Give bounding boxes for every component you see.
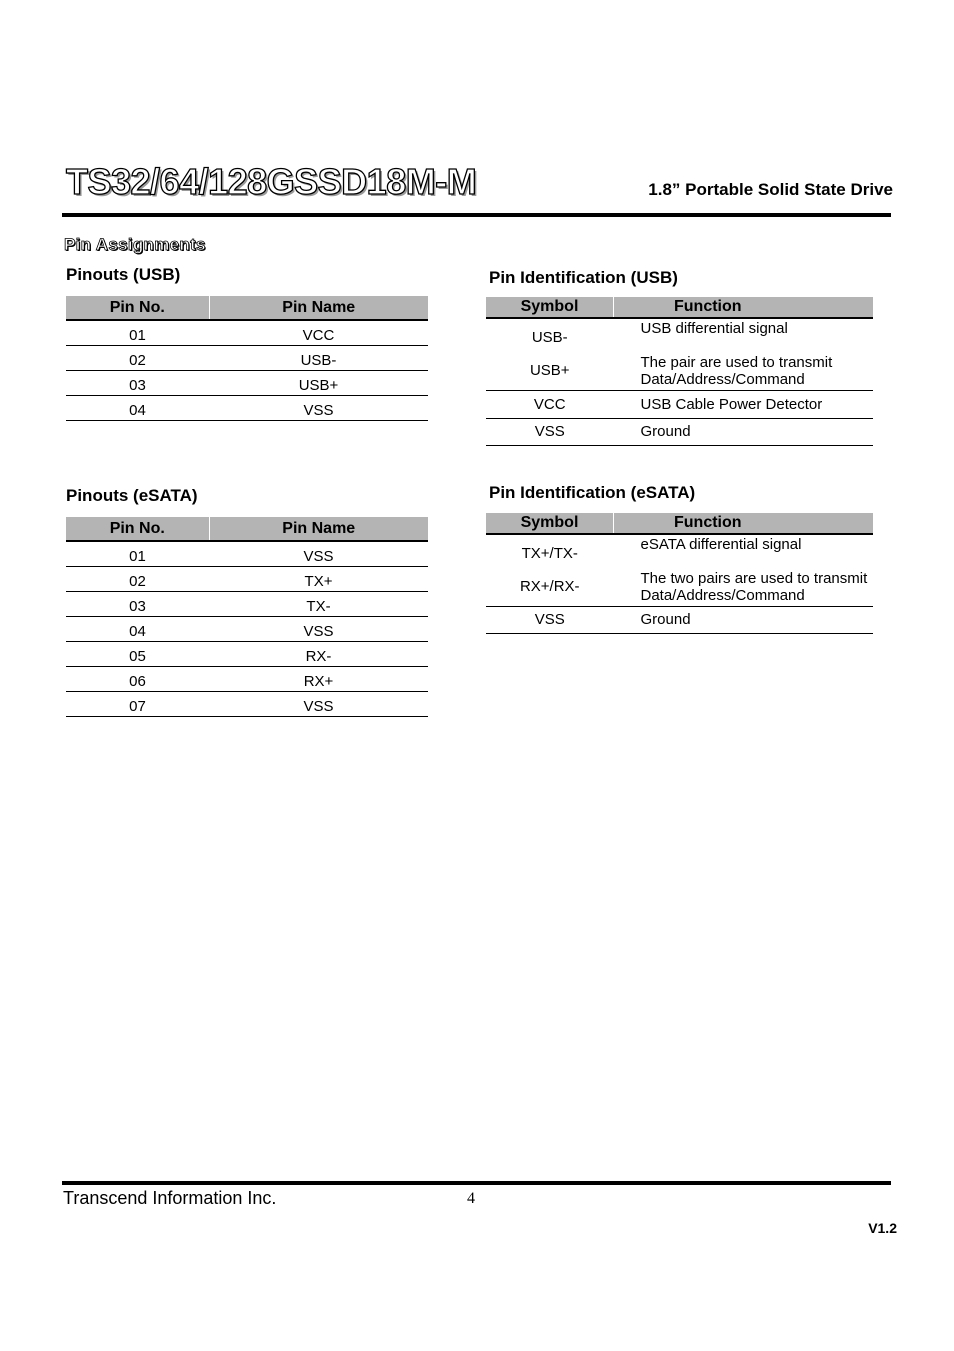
pin-no-cell: 01 (66, 541, 209, 567)
pinouts-esata-heading: Pinouts (eSATA) (66, 486, 198, 505)
table-row (486, 390, 873, 418)
symbol-cell: USB+ (486, 352, 614, 390)
pinouts-esata-table (66, 517, 428, 717)
version-label: V1.2 (868, 1220, 897, 1236)
symbol-cell: VSS (486, 418, 614, 445)
pin-name-cell: TX- (209, 592, 428, 617)
table-row (66, 667, 428, 692)
pin-identification-esata-heading: Pin Identification (eSATA) (489, 483, 696, 502)
pin-name-cell: VSS (209, 692, 428, 717)
pin-name-cell: VSS (209, 617, 428, 642)
column-header-function: Function (614, 513, 874, 534)
table-row (66, 617, 428, 642)
table-row (66, 592, 428, 617)
table-row (66, 320, 428, 346)
function-cell: Ground (614, 606, 874, 633)
column-header-pin-name: Pin Name (209, 296, 428, 320)
pin-identification-usb-table (486, 297, 873, 446)
pin-name-cell: TX+ (209, 567, 428, 592)
pin-no-cell: 02 (66, 346, 209, 371)
function-cell: The two pairs are used to transmit Data/Address/Command (614, 568, 874, 606)
column-header-symbol: Symbol (486, 297, 614, 318)
document-subtitle: 1.8” Portable Solid State Drive (648, 180, 893, 199)
pin-name-cell: VSS (209, 396, 428, 421)
pinouts-usb-heading: Pinouts (USB) (66, 265, 181, 284)
pin-no-cell: 04 (66, 617, 209, 642)
table-row (66, 396, 428, 421)
table-row (66, 371, 428, 396)
column-header-symbol: Symbol (486, 513, 614, 534)
table-row (66, 541, 428, 567)
column-header-pin-no: Pin No. (66, 296, 209, 320)
table-row (66, 692, 428, 717)
pin-name-cell: RX+ (209, 667, 428, 692)
pin-no-cell: 05 (66, 642, 209, 667)
footer-rule (62, 1181, 891, 1185)
pin-no-cell: 01 (66, 320, 209, 346)
column-header-pin-no: Pin No. (66, 517, 209, 541)
function-cell: Ground (614, 418, 874, 445)
symbol-cell: RX+/RX- (486, 568, 614, 606)
symbol-cell: VCC (486, 390, 614, 418)
section-heading: Pin Assignments (64, 235, 206, 254)
pin-no-cell: 02 (66, 567, 209, 592)
table-row (486, 352, 873, 390)
pin-identification-esata-table (486, 513, 873, 634)
pin-no-cell: 06 (66, 667, 209, 692)
pin-no-cell: 03 (66, 592, 209, 617)
pin-no-cell: 03 (66, 371, 209, 396)
function-cell: eSATA differential signal (640, 536, 802, 553)
footer-company: Transcend Information Inc. (63, 1188, 277, 1208)
pin-name-cell: RX- (209, 642, 428, 667)
table-row (66, 567, 428, 592)
table-row (486, 534, 873, 568)
pin-name-cell: VSS (209, 541, 428, 567)
symbol-cell: TX+/TX- (521, 545, 578, 562)
column-header-pin-name: Pin Name (209, 517, 428, 541)
table-row (486, 568, 873, 606)
function-cell: USB Cable Power Detector (614, 390, 874, 418)
pin-no-cell: 04 (66, 396, 209, 421)
pin-no-cell: 07 (66, 692, 209, 717)
table-row (66, 642, 428, 667)
symbol-cell: USB- (531, 329, 568, 346)
table-row (486, 606, 873, 633)
pin-name-cell: VCC (209, 320, 428, 346)
function-cell: The pair are used to transmit Data/Address/Command (614, 352, 874, 390)
table-row (486, 318, 873, 352)
header-rule (62, 213, 891, 217)
pin-name-cell: USB+ (209, 371, 428, 396)
pinouts-usb-table (66, 296, 428, 421)
column-header-function: Function (614, 297, 874, 318)
document-title: TS32/64/128GSSD18M-M (66, 161, 477, 202)
table-row (486, 418, 873, 445)
function-cell: USB differential signal (640, 320, 788, 337)
page-number: 4 (467, 1190, 475, 1207)
table-row (66, 346, 428, 371)
pin-identification-usb-heading: Pin Identification (USB) (489, 268, 678, 287)
symbol-cell: VSS (486, 606, 614, 633)
pin-name-cell: USB- (209, 346, 428, 371)
